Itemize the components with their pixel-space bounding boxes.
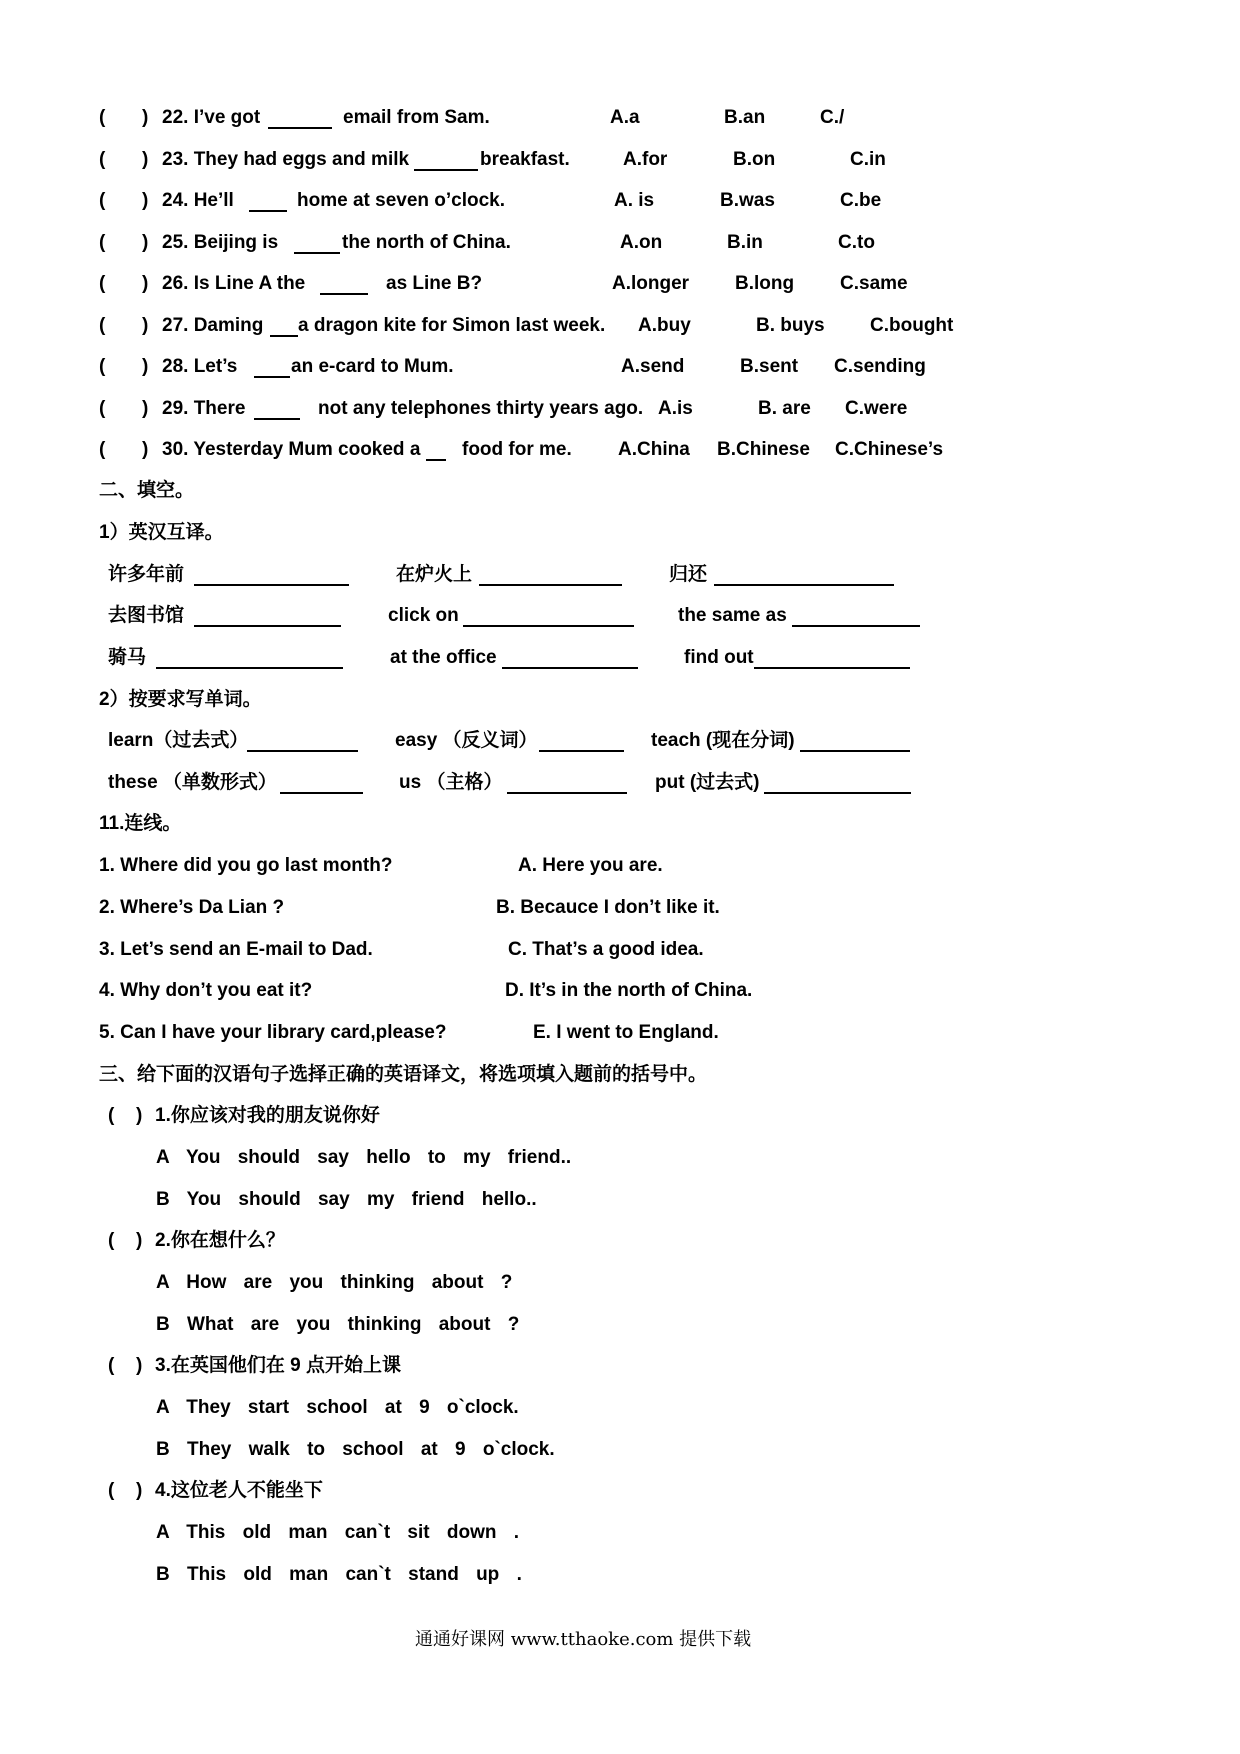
answer-bracket-open: ( <box>108 1480 115 1501</box>
answer-bracket-close: ) <box>136 1230 143 1251</box>
option-c: C.Chinese’s <box>835 439 944 460</box>
match-left-item[interactable]: 3. Let’s send an E-mail to Dad. <box>99 939 373 960</box>
answer-blank[interactable] <box>502 667 638 669</box>
word-prompt: teach (现在分词) <box>651 730 795 751</box>
answer-bracket-open: ( <box>99 398 106 419</box>
answer-blank[interactable] <box>254 418 300 420</box>
word-prompt: easy （反义词） <box>395 730 538 751</box>
option-c: C.to <box>838 232 875 253</box>
match-right-item[interactable]: E. I went to England. <box>533 1022 719 1043</box>
option-c: C.bought <box>870 315 954 336</box>
answer-bracket-open: ( <box>99 356 106 377</box>
question-text-after: home at seven o’clock. <box>297 190 506 211</box>
question-text-after: as Line B? <box>386 273 483 294</box>
answer-blank[interactable] <box>194 625 341 627</box>
section-title: 二、填空。 <box>99 480 195 501</box>
answer-bracket-close: ) <box>142 439 149 460</box>
answer-blank[interactable] <box>507 792 627 794</box>
option-c: C.were <box>845 398 908 419</box>
option-b-sentence: B This old man can`t stand up . <box>156 1564 522 1585</box>
answer-blank[interactable] <box>764 792 911 794</box>
translate-prompt: 许多年前 <box>108 564 185 585</box>
option-b: B.long <box>735 273 795 294</box>
option-a: A.buy <box>638 315 691 336</box>
answer-bracket-close: ) <box>136 1355 143 1376</box>
translate-prompt: find out <box>684 647 754 668</box>
answer-bracket-close: ) <box>136 1480 143 1501</box>
match-right-item[interactable]: D. It’s in the north of China. <box>505 980 753 1001</box>
subsection-title: 1）英汉互译。 <box>99 522 224 543</box>
answer-bracket-open: ( <box>108 1230 115 1251</box>
option-a: A.for <box>623 149 668 170</box>
option-b-sentence: B What are you thinking about ? <box>156 1314 520 1335</box>
question-text-after: the north of China. <box>342 232 511 253</box>
answer-bracket-open: ( <box>99 273 106 294</box>
translate-prompt: at the office <box>390 647 497 668</box>
translate-prompt: 在炉火上 <box>396 564 473 585</box>
answer-blank[interactable] <box>247 750 358 752</box>
answer-blank[interactable] <box>479 584 622 586</box>
question-text-after: a dragon kite for Simon last week. <box>298 315 606 336</box>
question-text-after: not any telephones thirty years ago. <box>318 398 644 419</box>
question-text: 25. Beijing is <box>162 232 279 253</box>
translate-prompt: click on <box>388 605 459 626</box>
answer-bracket-open: ( <box>99 190 106 211</box>
option-b: B. buys <box>756 315 825 336</box>
option-b-sentence: B You should say my friend hello.. <box>156 1189 537 1210</box>
subsection-title: 2）按要求写单词。 <box>99 689 262 710</box>
answer-bracket-close: ) <box>136 1105 143 1126</box>
option-a: A.is <box>658 398 693 419</box>
translate-prompt: 归还 <box>669 564 708 585</box>
question-text: 29. There <box>162 398 246 419</box>
answer-bracket-open: ( <box>99 107 106 128</box>
match-left-item[interactable]: 2. Where’s Da Lian ? <box>99 897 285 918</box>
answer-blank[interactable] <box>294 252 340 254</box>
answer-bracket-close: ) <box>142 273 149 294</box>
answer-bracket-open: ( <box>99 232 106 253</box>
chinese-sentence: 4.这位老人不能坐下 <box>155 1480 323 1501</box>
option-b-sentence: B They walk to school at 9 o`clock. <box>156 1439 555 1460</box>
answer-blank[interactable] <box>249 210 287 212</box>
question-text: 24. He’ll <box>162 190 234 211</box>
answer-bracket-open: ( <box>99 149 106 170</box>
match-right-item[interactable]: C. That’s a good idea. <box>508 939 704 960</box>
answer-blank[interactable] <box>414 169 478 171</box>
question-text-after: food for me. <box>462 439 572 460</box>
translate-prompt: 去图书馆 <box>108 605 185 626</box>
option-b: B.Chinese <box>717 439 810 460</box>
answer-bracket-close: ) <box>142 315 149 336</box>
answer-bracket-open: ( <box>108 1355 115 1376</box>
answer-blank[interactable] <box>320 293 368 295</box>
answer-bracket-open: ( <box>99 439 106 460</box>
question-text-after: breakfast. <box>480 149 570 170</box>
option-b: B.was <box>720 190 775 211</box>
section-title: 11.连线。 <box>99 813 182 834</box>
word-prompt: learn（过去式） <box>108 730 249 751</box>
answer-blank[interactable] <box>800 750 910 752</box>
answer-blank[interactable] <box>280 792 363 794</box>
footer-source: 通通好课网 www.tthaoke.com 提供下载 <box>415 1629 752 1650</box>
translate-prompt: the same as <box>678 605 787 626</box>
word-prompt: these （单数形式） <box>108 772 277 793</box>
answer-blank[interactable] <box>268 127 332 129</box>
option-a: A.China <box>618 439 690 460</box>
word-prompt: put (过去式) <box>655 772 760 793</box>
answer-blank[interactable] <box>463 625 634 627</box>
option-c: C.be <box>840 190 882 211</box>
question-text: 23. They had eggs and milk <box>162 149 410 170</box>
question-text: 28. Let’s <box>162 356 238 377</box>
answer-bracket-close: ) <box>142 107 149 128</box>
option-a-sentence: A They start school at 9 o`clock. <box>156 1397 519 1418</box>
option-a-sentence: A How are you thinking about ? <box>156 1272 513 1293</box>
option-b: B. are <box>758 398 811 419</box>
answer-bracket-close: ) <box>142 398 149 419</box>
section-title: 三、给下面的汉语句子选择正确的英语译文，将选项填入题前的括号中。 <box>99 1064 708 1085</box>
match-right-item[interactable]: A. Here you are. <box>518 855 663 876</box>
option-a: A.a <box>610 107 640 128</box>
word-prompt: us （主格） <box>399 772 503 793</box>
option-b: B.on <box>733 149 776 170</box>
answer-blank[interactable] <box>156 667 343 669</box>
translate-prompt: 骑马 <box>108 647 147 668</box>
answer-blank[interactable] <box>754 667 910 669</box>
chinese-sentence: 1.你应该对我的朋友说你好 <box>155 1105 380 1126</box>
question-text: 26. Is Line A the <box>162 273 306 294</box>
answer-bracket-close: ) <box>142 149 149 170</box>
chinese-sentence: 2.你在想什么？ <box>155 1230 285 1251</box>
match-right-item[interactable]: B. Becauce I don’t like it. <box>496 897 720 918</box>
answer-blank[interactable] <box>426 459 446 461</box>
option-a: A.longer <box>612 273 690 294</box>
match-left-item[interactable]: 5. Can I have your library card,please? <box>99 1022 447 1043</box>
option-a-sentence: A This old man can`t sit down . <box>156 1522 520 1543</box>
option-b: B.in <box>727 232 763 253</box>
option-c: C./ <box>820 107 845 128</box>
answer-blank[interactable] <box>792 625 920 627</box>
option-a: A.send <box>621 356 685 377</box>
option-c: C.sending <box>834 356 926 377</box>
answer-bracket-close: ) <box>142 190 149 211</box>
question-text: 22. I’ve got <box>162 107 261 128</box>
question-text: 30. Yesterday Mum cooked a <box>162 439 421 460</box>
answer-bracket-open: ( <box>108 1105 115 1126</box>
match-left-item[interactable]: 4. Why don’t you eat it? <box>99 980 313 1001</box>
answer-blank[interactable] <box>539 750 624 752</box>
option-c: C.same <box>840 273 908 294</box>
answer-bracket-close: ) <box>142 232 149 253</box>
match-left-item[interactable]: 1. Where did you go last month? <box>99 855 393 876</box>
chinese-sentence: 3.在英国他们在 9 点开始上课 <box>155 1355 401 1376</box>
answer-blank[interactable] <box>254 376 290 378</box>
question-text-after: email from Sam. <box>343 107 490 128</box>
option-b: B.sent <box>740 356 799 377</box>
answer-blank[interactable] <box>270 335 298 337</box>
option-a: A. is <box>614 190 655 211</box>
answer-bracket-open: ( <box>99 315 106 336</box>
answer-blank[interactable] <box>194 584 349 586</box>
option-b: B.an <box>724 107 766 128</box>
option-a-sentence: A You should say hello to my friend.. <box>156 1147 572 1168</box>
option-c: C.in <box>850 149 886 170</box>
answer-blank[interactable] <box>714 584 894 586</box>
option-a: A.on <box>620 232 663 253</box>
answer-bracket-close: ) <box>142 356 149 377</box>
question-text-after: an e-card to Mum. <box>291 356 454 377</box>
question-text: 27. Daming <box>162 315 264 336</box>
